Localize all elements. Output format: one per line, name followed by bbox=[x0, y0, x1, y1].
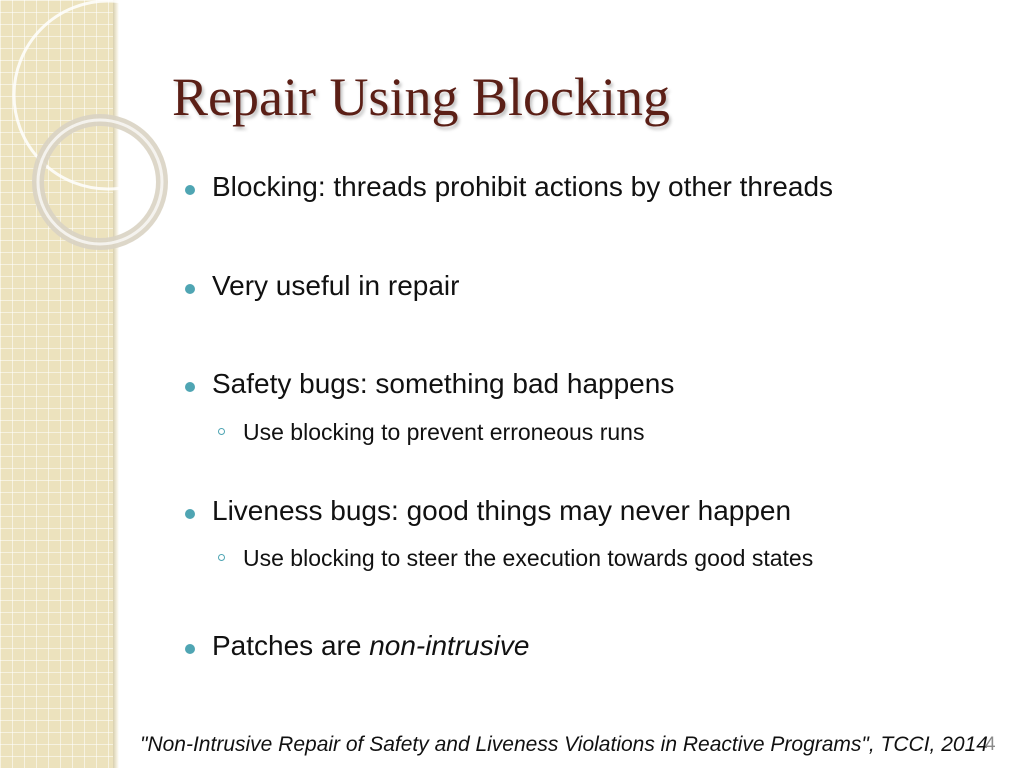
bullet-marker-icon bbox=[185, 284, 195, 294]
bullet-marker-icon bbox=[185, 509, 195, 519]
bullet-text: Blocking: threads prohibit actions by other threads bbox=[212, 171, 834, 202]
bullet-text: Liveness bugs: good things may never happen bbox=[212, 495, 792, 526]
sub-bullet-item bbox=[243, 419, 644, 446]
bullet-text: Very useful in repair bbox=[212, 270, 460, 301]
sub-bullet-text: Use blocking to prevent erroneous runs bbox=[243, 419, 645, 445]
citation: "Non-Intrusive Repair of Safety and Liveness Violations in Reactive Programs", TCCI, 2014 bbox=[140, 733, 988, 756]
sub-bullet-text: Use blocking to steer the execution towards good states bbox=[243, 545, 814, 571]
slide-title: Repair Using Blocking bbox=[172, 67, 670, 127]
bullet-item bbox=[212, 270, 459, 302]
sub-bullet-marker-icon bbox=[218, 428, 225, 435]
bullet-marker-icon bbox=[185, 185, 195, 195]
bullet-marker-icon bbox=[185, 382, 195, 392]
bullet-text-prefix: Patches are bbox=[212, 630, 370, 661]
sub-bullet-item bbox=[243, 545, 813, 572]
bullet-marker-icon bbox=[185, 644, 195, 654]
slide-number: 4 bbox=[985, 734, 996, 755]
decorative-rings bbox=[0, 0, 180, 260]
bullet-item bbox=[212, 171, 833, 203]
sub-bullet-marker-icon bbox=[218, 554, 225, 561]
bullet-text-emphasis: non-intrusive bbox=[369, 630, 530, 661]
bullet-item bbox=[212, 630, 530, 662]
bullet-text: Safety bugs: something bad happens bbox=[212, 368, 675, 399]
bullet-item bbox=[212, 495, 791, 527]
bullet-item bbox=[212, 368, 674, 400]
